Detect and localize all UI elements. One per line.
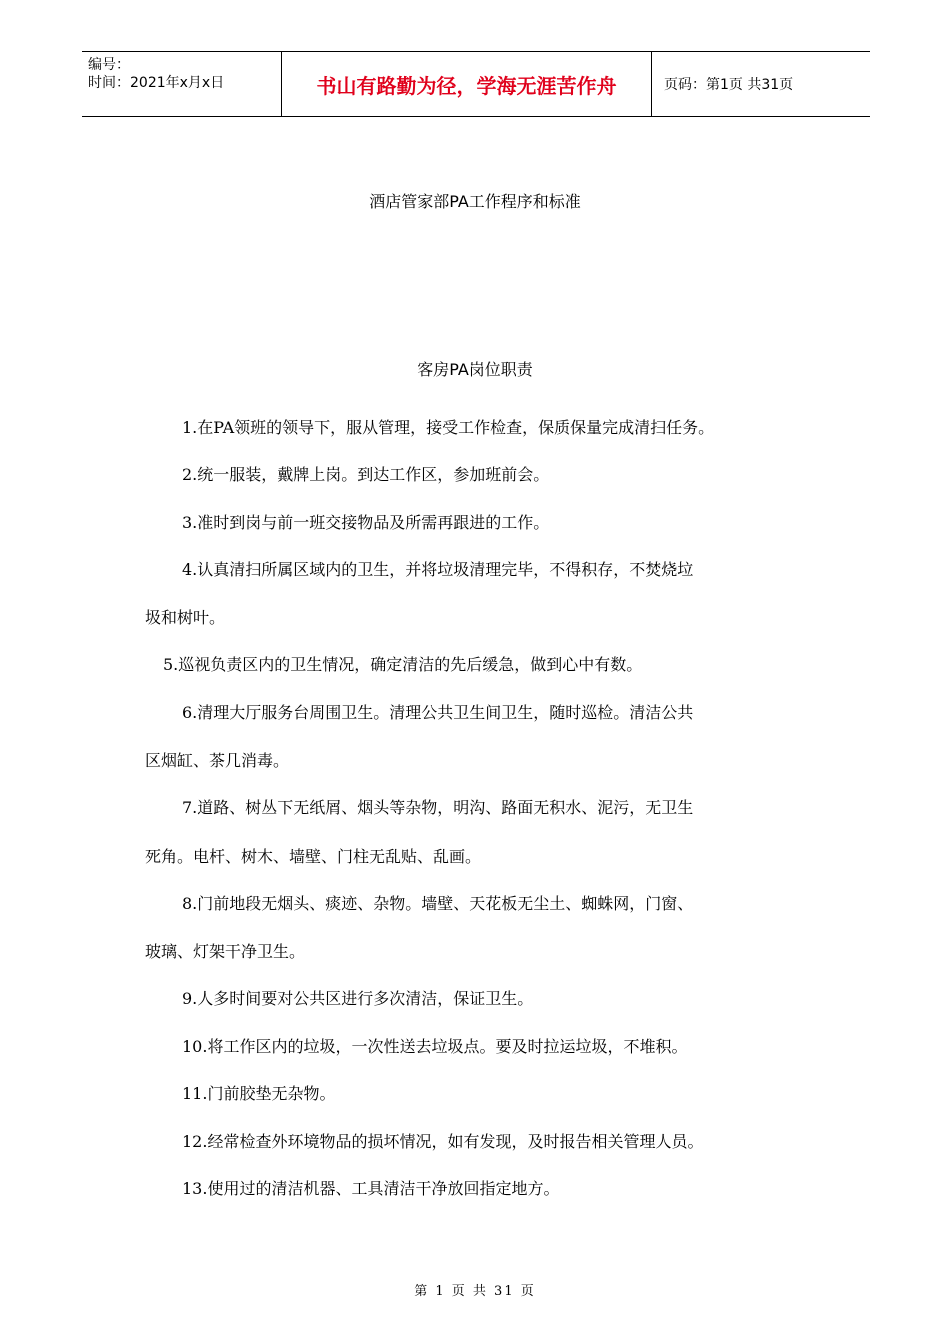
duty-item-2: 2.统一服装，戴牌上岗。到达工作区，参加班前会。 (182, 465, 550, 484)
header-meta (82, 52, 282, 116)
duty-item-4-cont: 圾和树叶。 (145, 608, 226, 627)
section-title: 客房PA岗位职责 (417, 360, 533, 379)
duty-item-11: 11.门前胶垫无杂物。 (182, 1084, 336, 1103)
duty-item-1: 1.在PA领班的领导下，服从管理，接受工作检查，保质保量完成清扫任务。 (182, 418, 715, 437)
duty-item-10: 10.将工作区内的垃圾，一次性送去垃圾点。要及时拉运垃圾，不堆积。 (182, 1037, 688, 1056)
duty-item-7-cont: 死角。电杆、树木、墙壁、门柱无乱贴、乱画。 (145, 847, 482, 866)
duty-item-6-cont: 区烟缸、茶几消毒。 (145, 751, 290, 770)
number-label: 编号： (88, 57, 130, 73)
header-motto: 书山有路勤为径，学海无涯苦作舟 (282, 52, 652, 116)
duty-item-3: 3.准时到岗与前一班交接物品及所需再跟进的工作。 (182, 513, 550, 532)
header-page-number: 页码：第1页 共31页 (664, 77, 794, 93)
duty-item-7: 7.道路、树丛下无纸屑、烟头等杂物，明沟、路面无积水、泥污，无卫生 (182, 798, 694, 817)
duty-item-8-cont: 玻璃、灯架干净卫生。 (145, 942, 306, 961)
duty-item-12: 12.经常检查外环境物品的损坏情况，如有发现，及时报告相关管理人员。 (182, 1132, 704, 1151)
duty-item-4: 4.认真清扫所属区域内的卫生，并将垃圾清理完毕，不得积存，不焚烧垃 (182, 560, 694, 579)
duty-item-8: 8.门前地段无烟头、痰迹、杂物。墙壁、天花板无尘土、蜘蛛网，门窗、 (182, 894, 694, 913)
duty-item-9: 9.人多时间要对公共区进行多次清洁，保证卫生。 (182, 989, 534, 1008)
page-footer: 第 1 页 共 31 页 (414, 1284, 536, 1299)
date-label: 时间：2021年x月x日 (88, 75, 225, 91)
duty-item-13: 13.使用过的清洁机器、工具清洁干净放回指定地方。 (182, 1179, 560, 1198)
document-title: 酒店管家部PA工作程序和标准 (369, 192, 581, 211)
duty-item-6: 6.清理大厅服务台周围卫生。清理公共卫生间卫生，随时巡检。清洁公共 (182, 703, 694, 722)
duty-item-5: 5.巡视负责区内的卫生情况，确定清洁的先后缓急，做到心中有数。 (163, 655, 643, 674)
page-header (82, 51, 870, 117)
